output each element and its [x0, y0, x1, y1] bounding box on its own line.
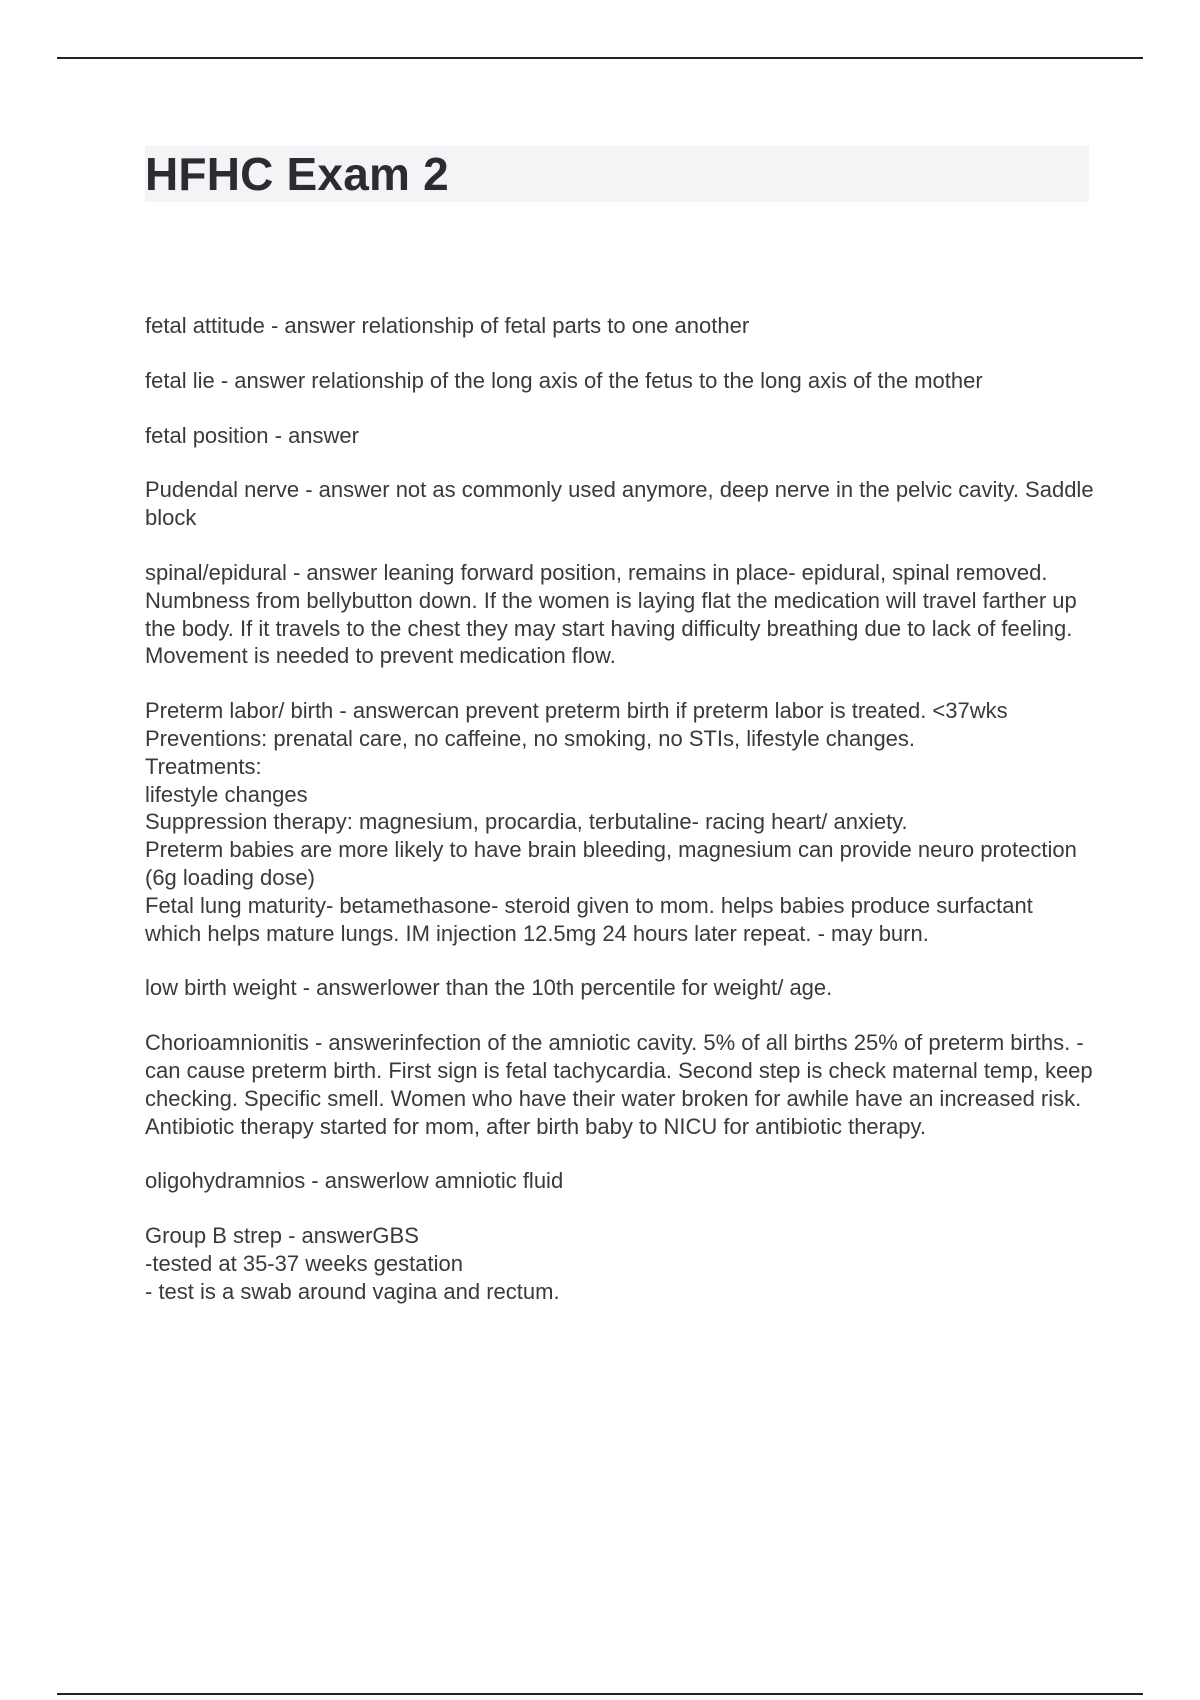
entry-fetal-position: fetal position - answer	[145, 422, 359, 448]
entry-group-b-strep: Group B strep - answerGBS -tested at 35-37 weeks gestation - test is a swab around vagina and rectum.	[145, 1223, 560, 1304]
page-title: HFHC Exam 2	[145, 148, 449, 200]
bottom-divider	[57, 1693, 1143, 1695]
entry-fetal-attitude: fetal attitude - answer relationship of fetal parts to one another	[145, 313, 750, 338]
entry-chorioamnionitis: Chorioamnionitis - answerinfection of the amniotic cavity. 5% of all births 25% of preterm births. -can cause preterm birth. First sign is fetal tachycardia. Second step is check maternal temp, keep checking. Specific smell. Women who have their water broken for awhile have an increased risk. Antibiotic therapy started for mom, after birth baby to NICU for antibiotic therapy.	[145, 1030, 1093, 1139]
entry-fetal-lie: fetal lie - answer relationship of the long axis of the fetus to the long axis of the mother	[145, 367, 983, 393]
entry-pudendal-nerve: Pudendal nerve - answer not as commonly used anymore, deep nerve in the pelvic cavity. Saddle block	[145, 477, 1094, 531]
document-body	[145, 312, 1095, 1333]
title-banner	[145, 146, 1089, 202]
entry-oligohydramnios: oligohydramnios - answerlow amniotic fluid	[145, 1168, 564, 1194]
entry-preterm-labor: Preterm labor/ birth - answercan prevent preterm birth if preterm labor is treated. <37wks Preventions: prenatal care, no caffeine, no smoking, no STIs, lifestyle changes. Treatments: lifestyle changes Suppression therapy: magnesium, procardia, terbutaline- racing heart/ anxiety. Preterm babies are more likely to have brain bleeding, magnesium can provide neuro protection (6g loading dose) Fetal lung maturity- betamethasone- steroid given to mom. helps babies produce surfactant which helps mature lungs. IM injection 12.5mg 24 hours later repeat. - may burn.	[145, 698, 1077, 946]
entry-low-birth-weight: low birth weight - answerlower than the 10th percentile for weight/ age.	[145, 975, 833, 1001]
entry-spinal-epidural: spinal/epidural - answer leaning forward position, remains in place- epidural, spinal removed. Numbness from bellybutton down. If the women is laying flat the medication will travel farther up the body. If it travels to the chest they may start having difficulty breathing due to lack of feeling. Movement is needed to prevent medication flow.	[145, 559, 1077, 669]
top-divider	[57, 57, 1143, 59]
